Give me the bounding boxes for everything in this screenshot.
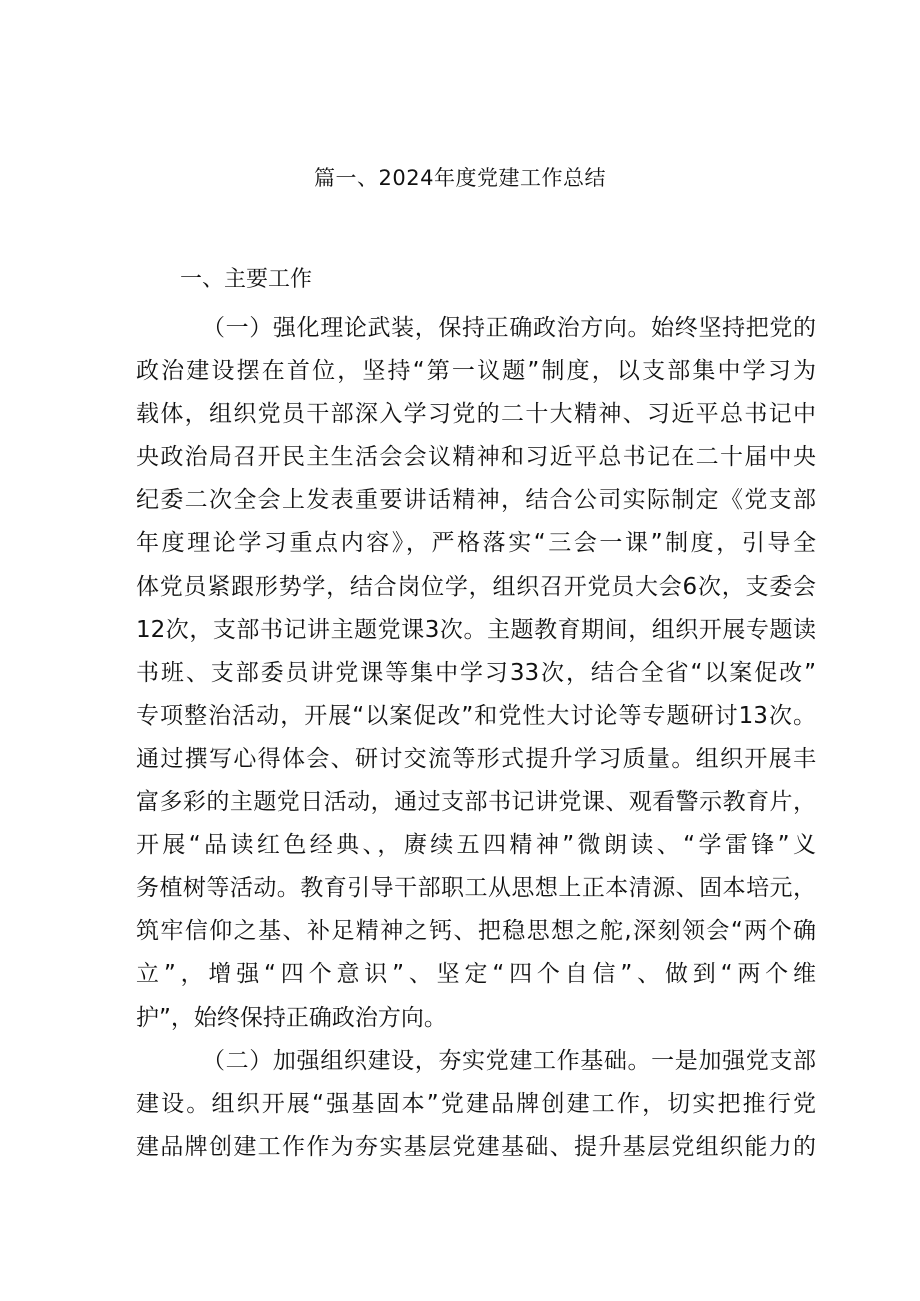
- paragraph-line: 通过撰写心得体会、研讨交流等形式提升学习质量。组织开展丰: [136, 745, 816, 772]
- paragraph-line: 政治建设摆在首位，坚持“第一议题”制度，以支部集中学习为: [136, 358, 816, 385]
- paragraph-line: 载体，组织党员干部深入学习党的二十大精神、习近平总书记中: [136, 401, 816, 428]
- paragraph-line: 立”，增强“四个意识”、坚定“四个自信”、做到“两个维: [136, 961, 816, 988]
- paragraph-line: 护”，始终保持正确政治方向。: [136, 1004, 447, 1031]
- paragraph-line: 12次，支部书记讲主题党课3次。主题教育期间，组织开展专题读: [136, 616, 816, 643]
- document-title: 篇一、2024年度党建工作总结: [314, 166, 606, 190]
- paragraph-line: 书班、支部委员讲党课等集中学习33次，结合全省“以案促改”: [136, 659, 816, 686]
- paragraph-line: （一）强化理论武装，保持正确政治方向。始终坚持把党的: [202, 315, 816, 341]
- paragraph-line: 年度理论学习重点内容》，严格落实“三会一课”制度，引导全: [136, 530, 816, 557]
- paragraph-line: 开展“品读红色经典、，赓续五四精神”微朗读、“学雷锋”义: [136, 832, 816, 859]
- paragraph-line: 央政治局召开民主生活会会议精神和习近平总书记在二十届中央: [136, 444, 816, 471]
- document-body: [136, 307, 816, 1169]
- paragraph-line: 筑牢信仰之基、补足精神之钙、把稳思想之舵,深刻领会“两个确: [136, 918, 816, 945]
- paragraph-line: 建设。组织开展“强基固本”党建品牌创建工作，切实把推行党: [136, 1090, 816, 1117]
- paragraph-line: 建品牌创建工作作为夯实基层党建基础、提升基层党组织能力的: [136, 1133, 816, 1160]
- paragraph-line: 务植树等活动。教育引导干部职工从思想上正本清源、固本培元，: [136, 875, 816, 902]
- paragraph-line: （二）加强组织建设，夯实党建工作基础。一是加强党支部: [202, 1047, 816, 1074]
- section-heading: 一、主要工作: [180, 267, 313, 292]
- paragraph-line: 专项整治活动，开展“以案促改”和党性大讨论等专题研讨13次。: [136, 702, 816, 729]
- paragraph-line: 富多彩的主题党日活动，通过支部书记讲党课、观看警示教育片，: [136, 789, 816, 816]
- paragraph-line: 纪委二次全会上发表重要讲话精神，结合公司实际制定《党支部: [136, 487, 816, 514]
- paragraph-line: 体党员紧跟形势学，结合岗位学，组织召开党员大会6次，支委会: [136, 573, 816, 600]
